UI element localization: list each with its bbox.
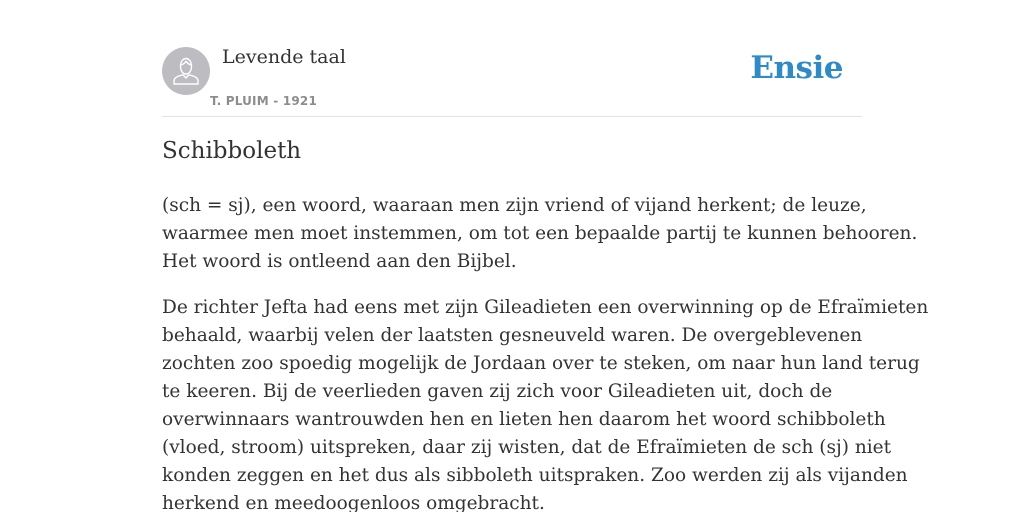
entry-title: Schibboleth [162,138,302,164]
paragraph-line: De richter Jefta had eens met zijn Gileadieten een overwinning op de Efraïmieten [162,297,929,318]
paragraph [162,294,929,512]
user-avatar-icon [162,47,210,95]
header [162,40,862,117]
paragraph-line: te keeren. Bij de veerlieden gaven zij zich voor Gileadieten uit, doch de [162,381,833,402]
paragraph-line: behaald, waarbij velen der laatsten gesneuveld waren. De overgeblevenen [162,325,863,346]
paragraph-line: waarmee men moet instemmen, om tot een bepaalde partij te kunnen behooren. [162,223,918,244]
source-title[interactable]: Levende taal [222,46,346,68]
paragraph-line: konden zeggen en het dus als sibboleth uitspraken. Zoo werden zij als vijanden [162,465,908,486]
entry-body [162,192,929,512]
paragraph-line: overwinnaars wantrouwden hen en lieten hen daarom het woord schibboleth [162,409,886,430]
paragraph-line: herkend en meedoogenloos omgebracht. [162,493,545,512]
paragraph-line: (sch = sj), een woord, waaraan men zijn vriend of vijand herkent; de leuze, [162,195,867,216]
paragraph-line: (vloed, stroom) uitspreken, daar zij wisten, dat de Efraïmieten de sch (sj) niet [162,437,892,458]
paragraph-line: zochten zoo spoedig mogelijk de Jordaan over te steken, om naar hun land terug [162,353,920,374]
paragraph-line: Het woord is ontleend aan den Bijbel. [162,251,517,272]
ensie-logo[interactable]: Ensie [750,50,843,86]
author-byline: T. PLUIM - 1921 [210,94,317,108]
paragraph [162,192,918,276]
